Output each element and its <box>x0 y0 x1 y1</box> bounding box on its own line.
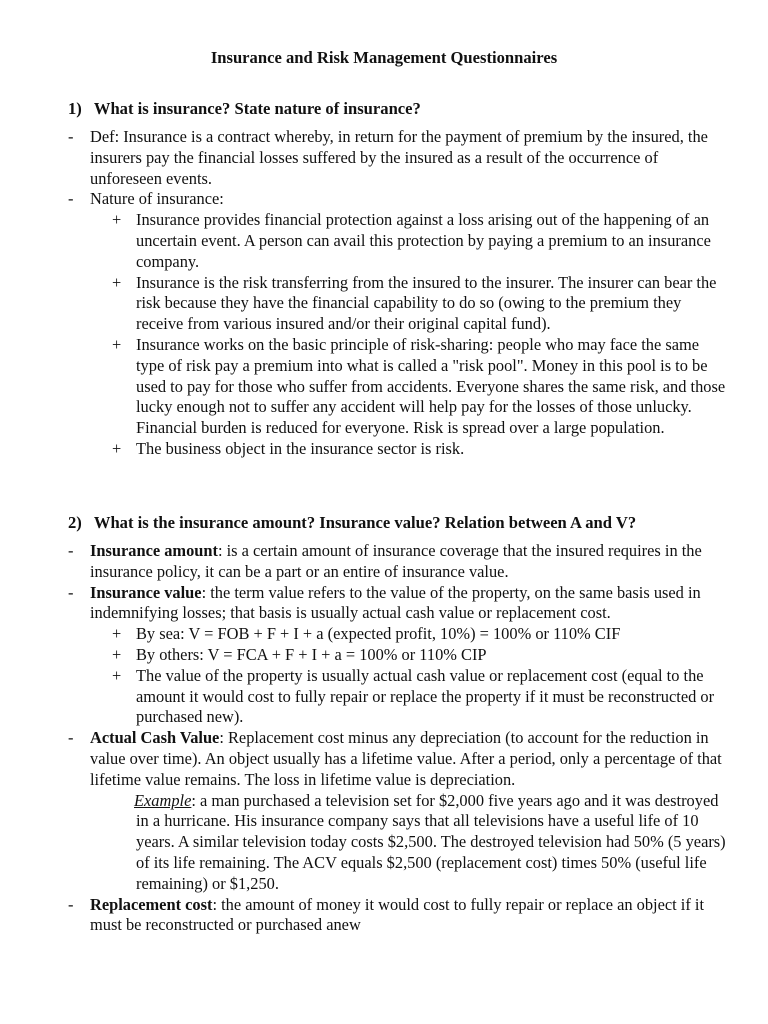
example-paragraph <box>0 791 768 895</box>
plus-bullet: + <box>112 272 122 292</box>
plus-bullet: + <box>112 624 122 644</box>
dash-bullet: - <box>68 582 74 602</box>
value-point-text: The value of the property is usually actual cash value or replacement cost (equal to the amount it would cost to fully repair or replace the property if it must be reconstructed or purchased new). <box>136 665 715 727</box>
question-1-number: 1) <box>68 99 82 118</box>
dash-bullet: - <box>68 894 74 914</box>
question-2-number: 2) <box>68 513 82 532</box>
nature-point-text: Insurance is the risk transferring from the insured to the insurer. The insurer can bear the risk because they have the financial capability to do so (owing to the premium they receive from various insured and/or their original capital fund). <box>136 272 717 334</box>
nature-point <box>0 439 768 460</box>
insurance-value-text: : the term value refers to the value of the property, on the same basis used in indemnifying losses; that basis is usually actual cash value or replacement cost. <box>90 582 701 623</box>
answer-2 <box>0 541 768 936</box>
nature-label: Nature of insurance: <box>90 189 224 209</box>
example-label: Example <box>134 790 192 810</box>
answer-1 <box>0 127 768 460</box>
nature-heading-item <box>0 189 768 210</box>
value-point <box>0 645 768 666</box>
replacement-cost-item <box>0 895 768 937</box>
insurance-value-term: Insurance value <box>90 582 202 602</box>
nature-point-text: The business object in the insurance sector is risk. <box>136 438 465 458</box>
dash-bullet: - <box>68 728 74 748</box>
insurance-amount-item <box>0 541 768 583</box>
dash-bullet: - <box>68 541 74 560</box>
question-2-heading <box>68 513 636 534</box>
value-point-text: By others: V = FCA + F + I + a = 100% or 110% CIP <box>136 644 487 664</box>
question-1-text: What is insurance? State nature of insurance? <box>93 99 421 118</box>
dash-bullet: - <box>68 189 74 209</box>
replacement-cost-term: Replacement cost <box>90 894 213 914</box>
document-title: Insurance and Risk Management Questionnaires <box>210 48 558 67</box>
plus-bullet: + <box>112 644 122 664</box>
plus-bullet: + <box>112 438 122 458</box>
example-text: : a man purchased a television set for $2,000 five years ago and it was destroyed in a hurricane. His insurance company says that all televisions have a useful life of 10 years. A similar television today costs $2,500. The destroyed television had 50% (5 years) of its life remaining. The ACV equals $2,500 (replacement cost) times 50% (useful life remaining) or $1,250. <box>136 790 726 893</box>
question-2-text: What is the insurance amount? Insurance value? Relation between A and V? <box>93 513 637 532</box>
plus-bullet: + <box>112 210 122 230</box>
plus-bullet: + <box>112 665 122 685</box>
nature-point <box>0 335 768 439</box>
insurance-amount-term: Insurance amount <box>90 541 218 560</box>
definition-text: Def: Insurance is a contract whereby, in return for the payment of premium by the insured, the insurers pay the financial losses suffered by the insured as a result of the occurrence of unforeseen events. <box>90 127 708 188</box>
actual-cash-value-text: : Replacement cost minus any depreciation (to account for the reduction in value over time). An object usually has a lifetime value. After a period, only a percentage of that lifetime value remains. The loss in lifetime value is depreciation. <box>90 728 722 789</box>
insurance-value-item <box>0 583 768 625</box>
insurance-amount-text: : is a certain amount of insurance coverage that the insured requires in the insurance policy, it can be a part or an entire of insurance value. <box>90 541 702 581</box>
plus-bullet: + <box>112 334 122 354</box>
nature-point <box>0 273 768 335</box>
actual-cash-value-term: Actual Cash Value <box>90 728 220 748</box>
value-point <box>0 666 768 728</box>
replacement-cost-text: : the amount of money it would cost to fully repair or replace an object if it must be reconstructed or purchased anew <box>90 894 705 935</box>
definition-item <box>0 127 768 189</box>
dash-bullet: - <box>68 127 74 146</box>
nature-point <box>0 210 768 272</box>
value-point <box>0 624 768 645</box>
nature-point-text: Insurance works on the basic principle of risk-sharing: people who may face the same type of risk pay a premium into what is called a "risk pool". Money in this pool is to be used to pay for those who suffer from accidents. Everyone shares the same risk, and those lucky enough not to suffer any accident will help pay for the losses of those unlucky. Financial burden is reduced for everyone. Risk is spread over a large population. <box>136 334 726 438</box>
value-point-text: By sea: V = FOB + F + I + a (expected profit, 10%) = 100% or 110% CIF <box>136 624 621 644</box>
question-1-heading <box>68 99 421 120</box>
nature-point-text: Insurance provides financial protection against a loss arising out of the happening of an uncertain event. A person can avail this protection by paying a premium to an insurance company. <box>136 210 711 271</box>
actual-cash-value-item <box>0 728 768 790</box>
